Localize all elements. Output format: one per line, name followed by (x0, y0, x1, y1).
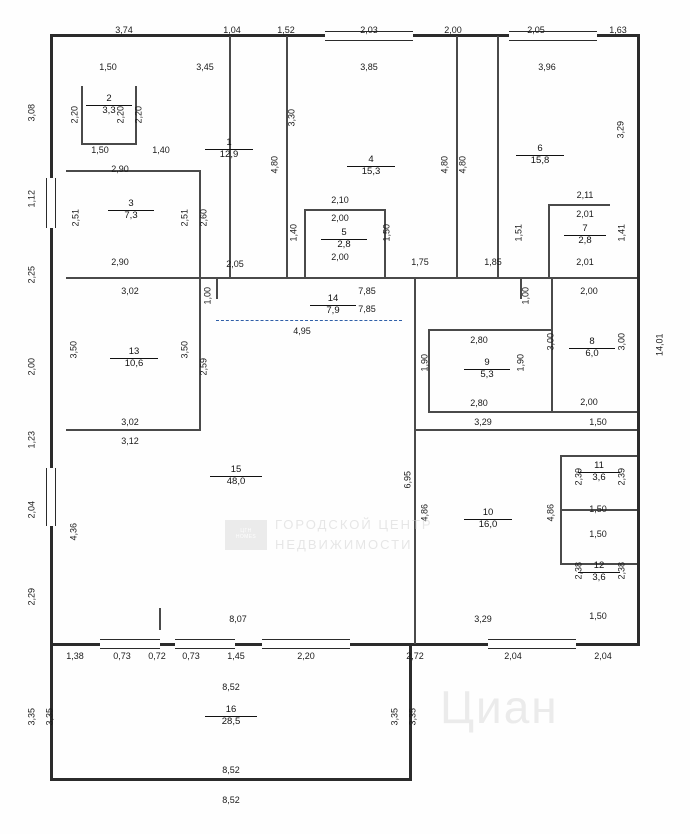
dim-i-3-50-b: 3,50 (179, 340, 190, 359)
interior-wall-room13-bottom (66, 429, 201, 431)
dim-i-2-20-c: 2,20 (133, 105, 144, 124)
terrace-wall-bottom (50, 778, 412, 781)
dim-i-4-86-a: 4,86 (419, 503, 430, 522)
dim-i-1-40-b: 1,40 (288, 223, 299, 242)
interior-wall-room11-top (560, 455, 637, 457)
dim-top-inner-1: 3,45 (196, 62, 214, 72)
room-label-4: 4 15,3 (347, 155, 395, 178)
dim-top-inner-2: 3,85 (360, 62, 378, 72)
dim-bottom-outer-1: 8,52 (222, 765, 240, 775)
dim-i-2-00-b: 2,00 (331, 252, 349, 262)
dim-bottom-inner-5: 2,20 (297, 651, 315, 661)
dim-left-0: 3,08 (26, 103, 37, 122)
dim-top-outer-4: 2,00 (444, 25, 462, 35)
dim-i-3-29-a: 3,29 (474, 417, 492, 427)
dim-i-1-50-a: 1,50 (91, 145, 109, 155)
dim-bottom-outer-0: 8,52 (222, 682, 240, 692)
dim-i-4-80-b: 4,80 (439, 155, 450, 174)
dim-top-outer-6: 1,63 (609, 25, 627, 35)
dim-i-3-30: 3,30 (286, 108, 297, 127)
interior-wall-room5-left (304, 209, 306, 278)
dim-i-2-80-b: 2,80 (470, 398, 488, 408)
door-jamb-a (159, 608, 161, 630)
dim-i-2-11: 2,11 (576, 190, 594, 200)
dim-i-2-20-b: 2,20 (115, 105, 126, 124)
room-label-14: 14 7,9 (310, 294, 356, 317)
dim-i-2-00-a: 2,00 (331, 213, 349, 223)
dim-left-4: 1,23 (26, 430, 37, 449)
dim-left-1: 1,12 (26, 189, 37, 208)
interior-wall-room10-left (414, 279, 416, 644)
dim-i-2-51-b: 2,51 (179, 208, 190, 227)
dim-i-2-51-a: 2,51 (70, 208, 81, 227)
interior-wall-room5-top (304, 209, 386, 211)
dim-i-2-05: 2,05 (226, 259, 244, 269)
dim-i-1-50-b: 1,50 (381, 223, 392, 242)
room-label-16: 16 28,5 (205, 705, 257, 728)
dim-left-5: 2,04 (26, 500, 37, 519)
dim-top-outer-3: 2,03 (360, 25, 378, 35)
dim-i-3-12: 3,12 (121, 436, 139, 446)
dim-i-1-00-a: 1,00 (202, 286, 213, 305)
dim-bottom-inner-4: 1,45 (227, 651, 245, 661)
dim-top-outer-0: 3,74 (115, 25, 133, 35)
interior-wall-room9-bottom (428, 411, 551, 413)
dim-i-2-00-d: 2,00 (580, 397, 598, 407)
dim-i-1-51: 1,51 (513, 223, 524, 242)
dim-i-3-00-b: 3,00 (616, 332, 627, 351)
dim-i-7-85-b: 7,85 (358, 304, 376, 314)
interior-wall-room9-top (428, 329, 551, 331)
dim-i-1-75: 1,75 (411, 257, 429, 267)
dim-i-3-29: 3,29 (615, 120, 626, 139)
watermark-ghost: Циан (440, 681, 559, 733)
dim-bottom-inner-2: 0,72 (148, 651, 166, 661)
dim-i-2-38-b: 2,38 (616, 561, 627, 580)
dim-i-3-50-a: 3,50 (68, 340, 79, 359)
dim-bottom-inner-3: 0,73 (182, 651, 200, 661)
dim-bottom-outer-2: 8,52 (222, 795, 240, 805)
dim-i-2-39-a: 2,39 (573, 467, 584, 486)
dim-i-1-40: 1,40 (152, 145, 170, 155)
dim-i-4-36: 4,36 (68, 522, 79, 541)
dim-i-4-80-c: 4,80 (457, 155, 468, 174)
interior-wall-room10-top (414, 429, 637, 431)
room-label-12: 12 3,6 (578, 561, 620, 584)
interior-wall-room8-bottom (551, 411, 637, 413)
dim-right-terrace-b: 3,35 (407, 707, 418, 726)
interior-wall-room7-left (548, 204, 550, 278)
dim-i-2-01-b: 2,01 (576, 257, 594, 267)
dim-bottom-inner-0: 1,38 (66, 651, 84, 661)
room-label-5: 5 2,8 (321, 228, 367, 251)
door-jamb-b (216, 279, 218, 299)
dim-left-7: 3,35 (26, 707, 37, 726)
dim-i-1-50-e: 1,50 (589, 529, 607, 539)
dim-i-1-90-a: 1,90 (419, 353, 430, 372)
dim-i-2-60: 2,60 (198, 208, 209, 227)
dim-i-2-00-c: 2,00 (580, 286, 598, 296)
window-bottom-3 (262, 639, 350, 649)
window-bottom-1 (100, 639, 160, 649)
room-label-11: 11 3,6 (578, 461, 620, 484)
watermark (225, 515, 433, 554)
dim-bottom-inner-7: 2,04 (504, 651, 522, 661)
dim-i-2-90-a: 2,90 (111, 164, 129, 174)
dim-bottom-inner-1: 0,73 (113, 651, 131, 661)
room-label-2: 2 3,3 (86, 94, 132, 117)
dim-right-total: 14,01 (654, 333, 665, 356)
dim-left-3: 2,00 (26, 357, 37, 376)
dim-i-4-80-a: 4,80 (269, 155, 280, 174)
interior-wall-room7-top (548, 204, 610, 206)
dim-i-2-59: 2,59 (198, 357, 209, 376)
dim-top-outer-2: 1,52 (277, 25, 295, 35)
dim-i-1-41: 1,41 (616, 223, 627, 242)
dim-i-3-02-b: 3,02 (121, 417, 139, 427)
dim-i-1-50-d: 1,50 (589, 504, 607, 514)
dim-i-1-00-b: 1,00 (520, 286, 531, 305)
room-label-10: 10 16,0 (464, 508, 512, 531)
dim-left-2: 2,25 (26, 265, 37, 284)
dim-i-1-50-f: 1,50 (589, 611, 607, 621)
interior-wall-room2-left (81, 86, 83, 145)
dim-top-inner-0: 1,50 (99, 62, 117, 72)
outer-wall-right (637, 34, 640, 646)
room-label-1: 1 12,9 (205, 138, 253, 161)
dim-i-2-20-a: 2,20 (69, 105, 80, 124)
dim-left-6: 2,29 (26, 587, 37, 606)
dim-i-4-86-b: 4,86 (545, 503, 556, 522)
window-left-2 (46, 468, 56, 526)
watermark-logo: ЦГН HOMES (225, 520, 267, 550)
room-label-15: 15 48,0 (210, 465, 262, 488)
dim-i-2-10: 2,10 (331, 195, 349, 205)
dim-i-1-90-b: 1,90 (515, 353, 526, 372)
room-label-9: 9 5,3 (464, 358, 510, 381)
dim-i-3-00-a: 3,00 (545, 332, 556, 351)
dim-i-4-95: 4,95 (293, 326, 311, 336)
interior-wall-room2-bottom (81, 143, 137, 145)
dim-left-7b: 3,35 (44, 707, 55, 726)
watermark-text: ГОРОДСКОЙ ЦЕНТР НЕДВИЖИМОСТИ (275, 517, 433, 552)
interior-wall-v-room6-left (497, 36, 499, 277)
dim-right-terrace-a: 3,35 (389, 707, 400, 726)
dim-i-2-90-b: 2,90 (111, 257, 129, 267)
dim-i-1-50-c: 1,50 (589, 417, 607, 427)
dim-i-3-02-a: 3,02 (121, 286, 139, 296)
window-bottom-2 (175, 639, 235, 649)
dim-i-2-39-b: 2,39 (616, 467, 627, 486)
room-label-3: 3 7,3 (108, 199, 154, 222)
dim-i-2-01-a: 2,01 (576, 209, 594, 219)
dim-top-outer-1: 1,04 (223, 25, 241, 35)
dim-bottom-inner-6: 2,72 (406, 651, 424, 661)
dim-i-3-29-b: 3,29 (474, 614, 492, 624)
window-left-1 (46, 178, 56, 228)
room-label-6: 6 15,8 (516, 144, 564, 167)
room-label-13: 13 10,6 (110, 347, 158, 370)
dim-top-outer-5: 2,05 (527, 25, 545, 35)
dim-i-7-85-a: 7,85 (358, 286, 376, 296)
room-label-8: 8 6,0 (569, 337, 615, 360)
outer-wall-left (50, 34, 53, 646)
dim-i-2-38-a: 2,38 (573, 561, 584, 580)
dim-i-1-85: 1,85 (484, 257, 502, 267)
opening-dashed (216, 320, 402, 321)
dim-i-6-95: 6,95 (402, 470, 413, 489)
dim-top-inner-3: 3,96 (538, 62, 556, 72)
dim-i-8-07: 8,07 (229, 614, 247, 624)
room-label-7: 7 2,8 (564, 224, 606, 247)
dim-bottom-inner-8: 2,04 (594, 651, 612, 661)
window-bottom-4 (488, 639, 576, 649)
dim-i-2-80-a: 2,80 (470, 335, 488, 345)
